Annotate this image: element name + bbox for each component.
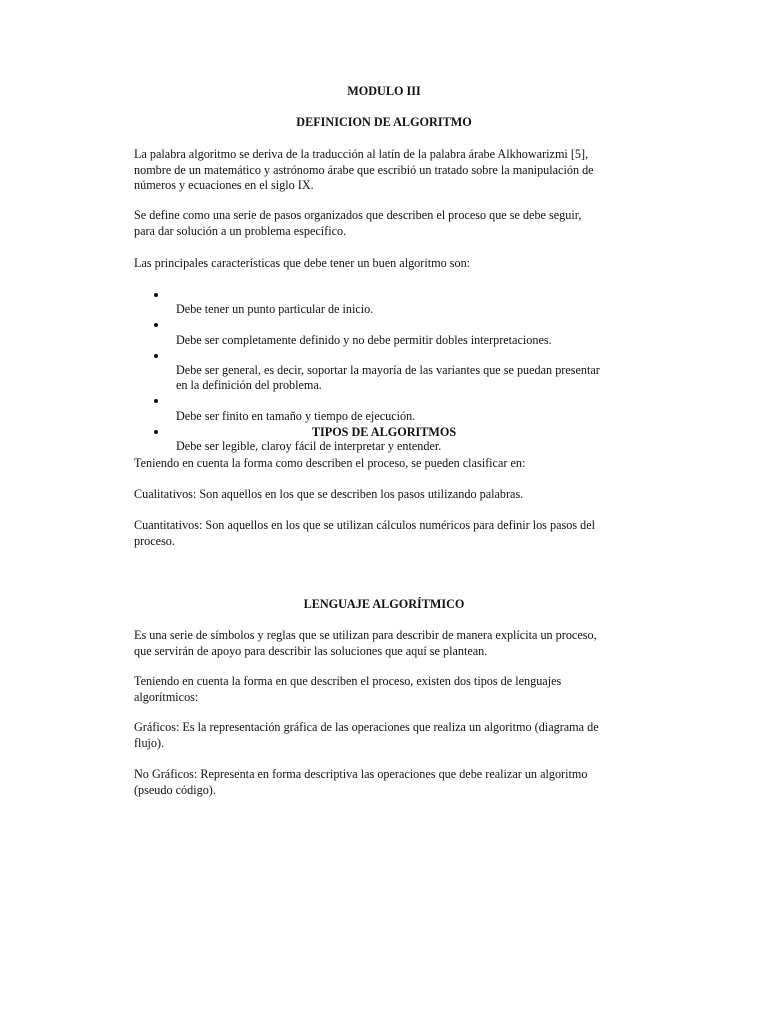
list-item (134, 317, 634, 347)
bullet-icon (154, 399, 158, 403)
paragraph-cualitativos: Cualitativos: Son aquellos en los que se describen los pasos utilizando palabras. (134, 487, 524, 501)
section-heading-lenguaje: LENGUAJE ALGORÍTMICO (303, 597, 465, 611)
bullet-icon (154, 323, 158, 327)
section-heading-definicion: DEFINICION DE ALGORITMO (296, 115, 472, 129)
paragraph-cuantitativos: Cuantitativos: Son aquellos en los que se utilizan cálculos numéricos para definir los pasos del proceso. (134, 518, 595, 548)
paragraph-caracteristicas-intro: Las principales características que debe tener un buen algoritmo son: (134, 256, 471, 270)
list-item-text: Debe ser completamente definido y no debe permitir dobles interpretaciones. (176, 332, 552, 347)
list-item-text: Debe tener un punto particular de inicio. (176, 302, 374, 317)
paragraph-graficos: Gráficos: Es la representación gráfica de las operaciones que realiza un algoritmo (diagrama de flujo). (134, 720, 599, 750)
list-item (134, 348, 634, 394)
paragraph-lenguaje-definicion: Es una serie de símbolos y reglas que se utilizan para describir de manera explícita un proceso, que servirán de apoyo para describir las soluciones que aquí se plantean. (134, 628, 597, 658)
document-title: MODULO III (347, 84, 421, 98)
list-item (134, 393, 634, 423)
list-item-text: Debe ser finito en tamaño y tiempo de ejecución. (176, 408, 416, 423)
paragraph-no-graficos: No Gráficos: Representa en forma descriptiva las operaciones que debe realizar un algoritmo (pseudo código). (134, 767, 588, 797)
list-item (134, 287, 634, 317)
bullet-icon (154, 293, 158, 297)
bullet-icon (154, 354, 158, 358)
paragraph-clasificacion: Teniendo en cuenta la forma como describen el proceso, se pueden clasificar en: (134, 456, 526, 470)
paragraph-definicion: Se define como una serie de pasos organizados que describen el proceso que se debe seguir, para dar solución a un problema específico. (134, 208, 582, 238)
list-item-text: Debe ser general, es decir, soportar la mayoría de las variantes que se puedan presentar en la definición del problema. (176, 363, 600, 393)
paragraph-tipos-lenguajes: Teniendo en cuenta la forma en que describen el proceso, existen dos tipos de lenguajes algorítmicos: (134, 674, 562, 704)
list-item-text: Debe ser legible, claroy fácil de interpretar y entender. (176, 439, 442, 454)
paragraph-origen: La palabra algoritmo se deriva de la traducción al latín de la palabra árabe Alkhowarizmi [5], nombre de un matemático y astrónomo árabe que escribió un tratado sobre la manipulación de números y ecuaciones en el siglo IX. (134, 147, 594, 192)
section-heading-tipos: TIPOS DE ALGORITMOS (311, 425, 457, 439)
